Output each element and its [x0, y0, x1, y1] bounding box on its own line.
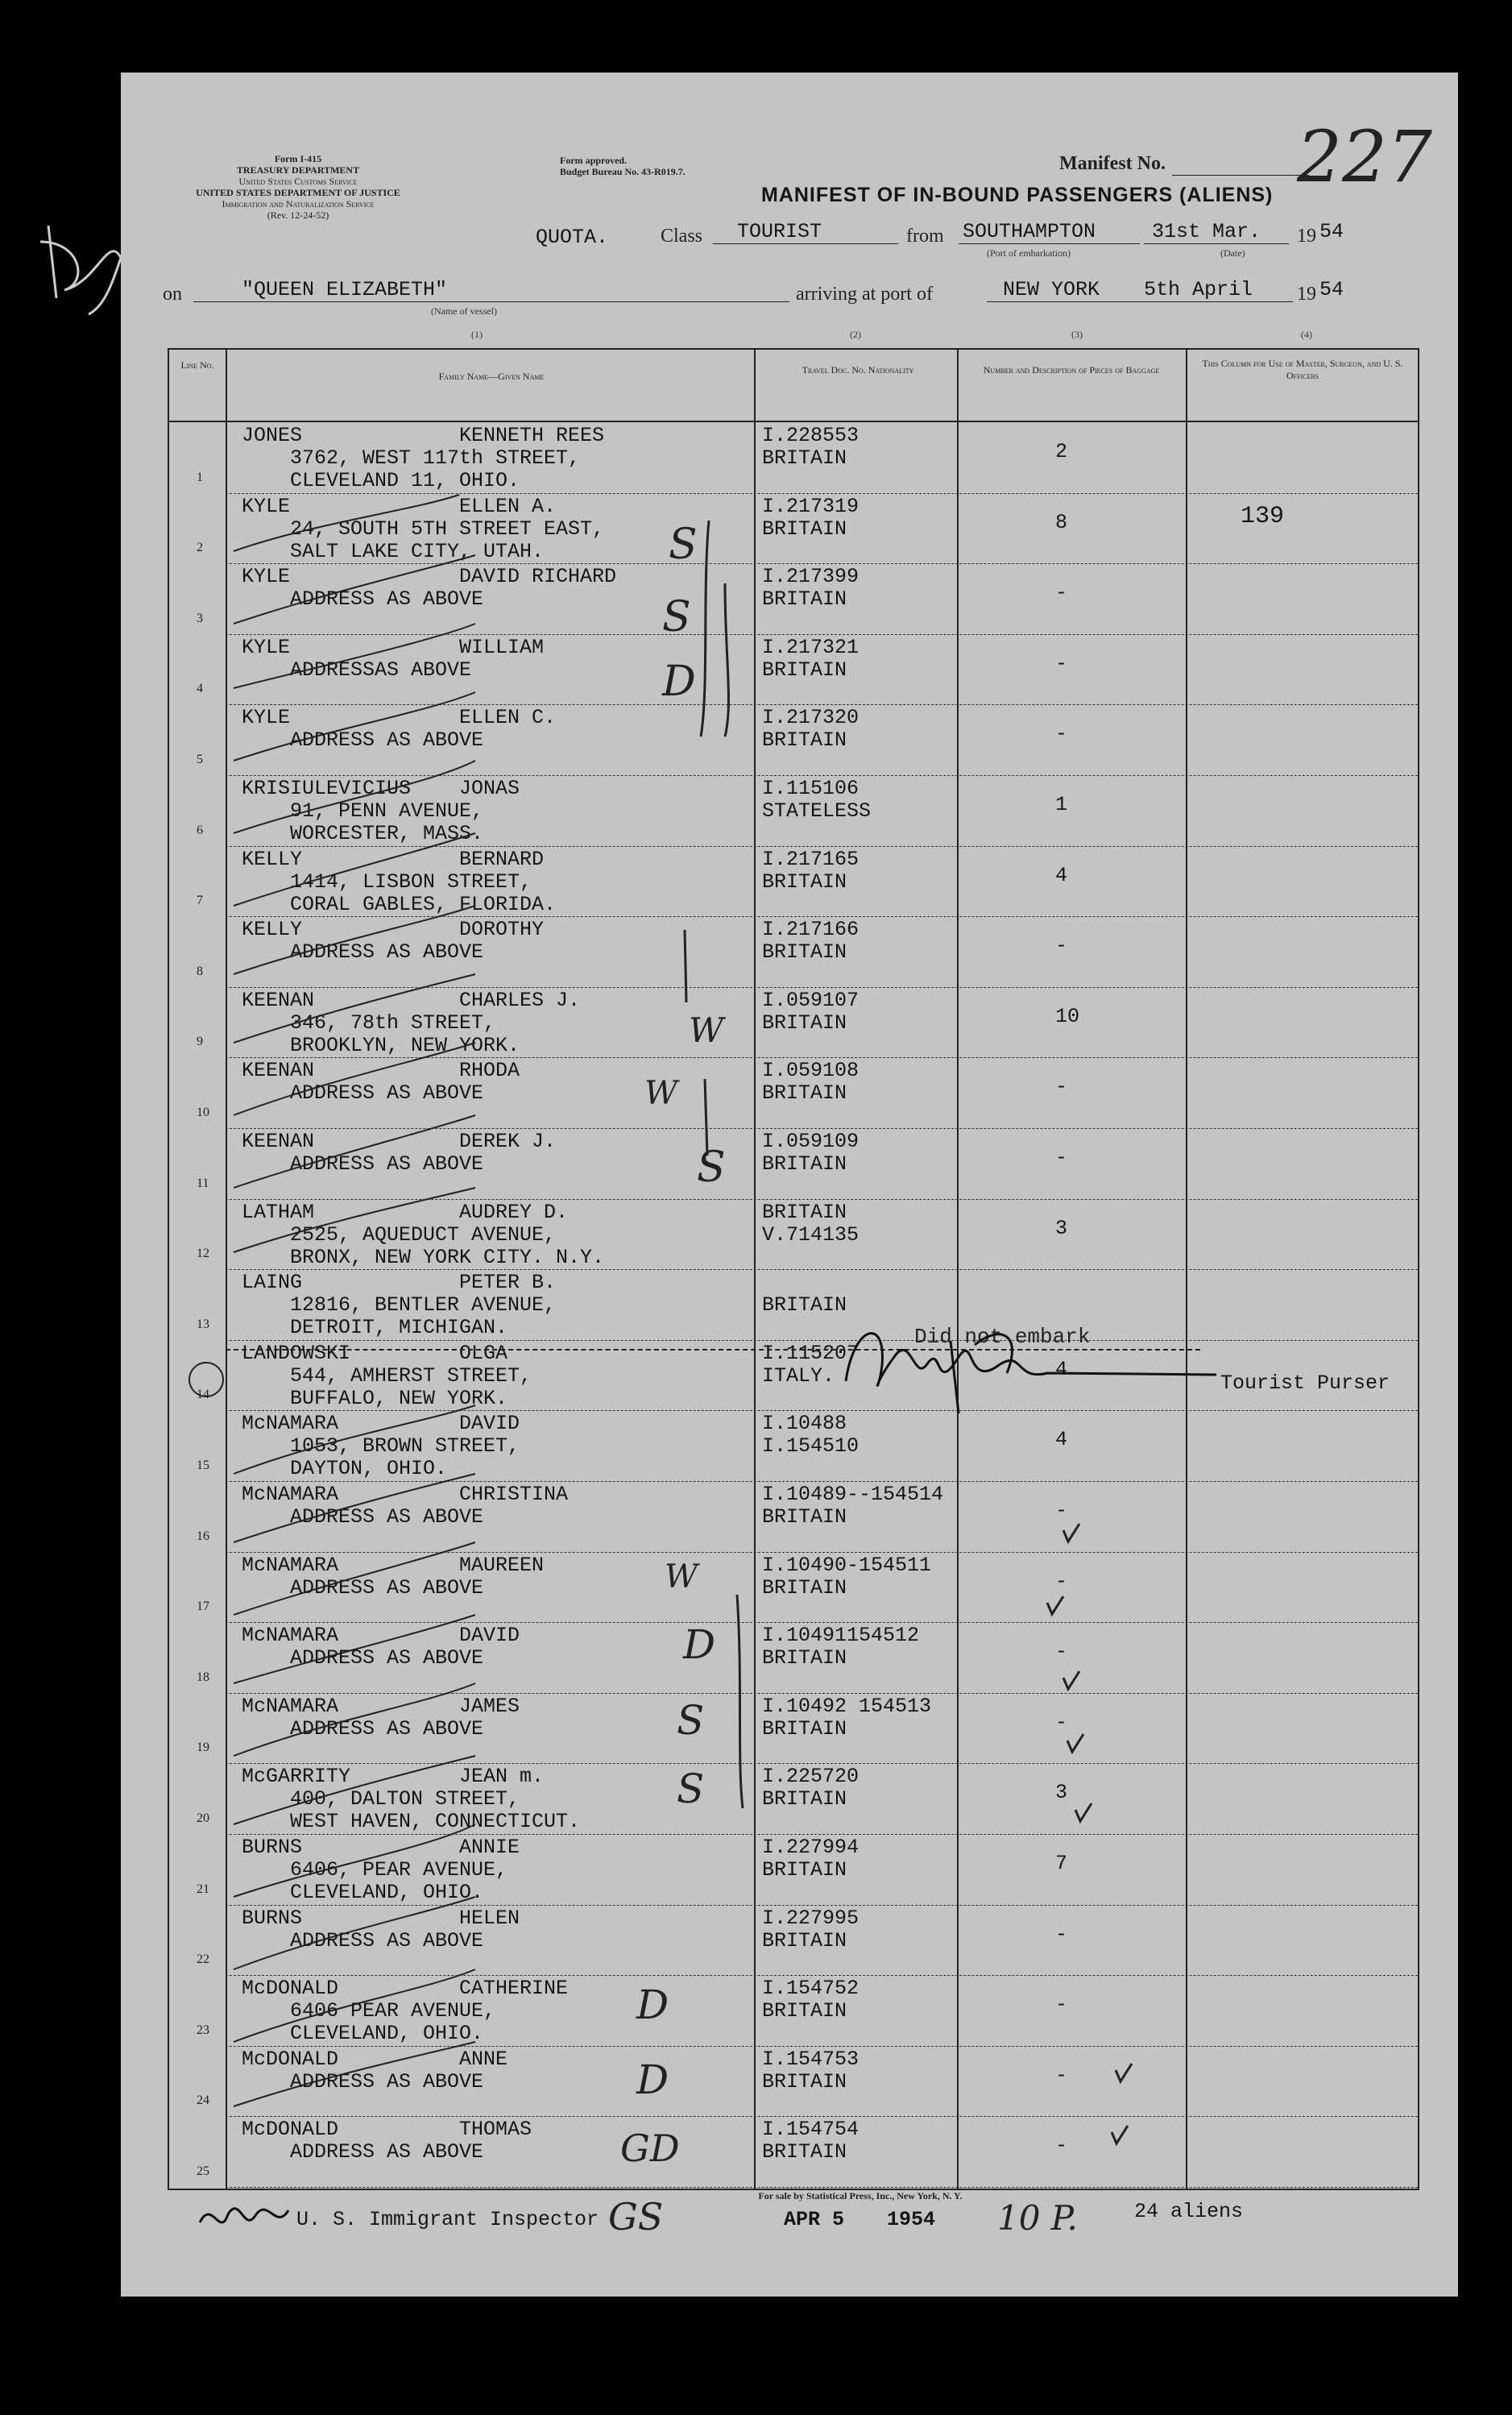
hand-mark: GS: [608, 2195, 664, 2239]
address-line-2: DETROIT, MICHIGAN.: [290, 1316, 508, 1340]
family-name: McNAMARA: [242, 1694, 339, 1718]
line-number: 8: [197, 964, 203, 978]
address-line-2: WEST HAVEN, CONNECTICUT.: [290, 1810, 581, 1834]
family-name: KYLE: [242, 635, 291, 659]
hand-mark: W: [665, 1558, 698, 1595]
family-name: KELLY: [242, 847, 303, 871]
travel-doc-number: I.217165: [762, 847, 860, 871]
nationality: BRITAIN: [762, 1152, 847, 1176]
address-line-1: ADDRESSAS ABOVE: [290, 658, 472, 682]
nationality: BRITAIN: [762, 1505, 847, 1529]
baggage-count: -: [1055, 2063, 1068, 2087]
arrival-year-prefix: 19: [1297, 284, 1316, 305]
vessel-name: "QUEEN ELIZABETH": [242, 278, 448, 301]
given-name: RHODA: [459, 1059, 520, 1083]
arriving-label: arriving at port of: [796, 284, 933, 305]
punch-hole: [90, 1636, 122, 1668]
nationality: BRITAIN: [762, 517, 847, 541]
hand-mark: D: [636, 1981, 669, 2028]
nationality: BRITAIN: [762, 1858, 847, 1882]
nationality: I.154510: [762, 1434, 860, 1459]
given-name: AUDREY D.: [459, 1200, 569, 1224]
manifest-number-field: [1059, 153, 1166, 175]
address-line-2: CLEVELAND, OHIO.: [290, 1881, 484, 1904]
baggage-count: -: [1055, 2134, 1068, 2158]
on-label: on: [163, 284, 182, 305]
given-name: DEREK J.: [459, 1130, 557, 1153]
hand-mark: S: [662, 593, 691, 641]
immigration-service: Immigration and Naturalization Service: [222, 198, 375, 210]
family-name: McGARRITY: [242, 1765, 351, 1789]
line-number: 10: [197, 1105, 209, 1119]
line-number: 7: [197, 894, 203, 908]
hand-annotations: [169, 350, 1418, 2189]
baggage-count: 2: [1055, 440, 1068, 463]
address-line-1: ADDRESS AS ABOVE: [290, 1152, 484, 1176]
travel-doc-number: I.227994: [762, 1836, 860, 1859]
did-not-embark-note: Did not embark: [914, 1325, 1091, 1349]
family-name: McDONALD: [242, 1977, 339, 2001]
address-line-1: 91, PENN AVENUE,: [290, 799, 484, 823]
customs-service: United States Customs Service: [238, 176, 358, 187]
nationality: BRITAIN: [762, 869, 847, 894]
travel-doc-number: I.217399: [762, 565, 860, 589]
date-caption: (Date): [1220, 247, 1245, 259]
travel-doc-number: I.10488: [762, 1412, 847, 1436]
address-line-1: 6406, PEAR AVENUE,: [290, 1858, 508, 1882]
travel-doc-number: I.227995: [762, 1906, 860, 1930]
address-line-1: ADDRESS AS ABOVE: [290, 1081, 484, 1106]
nationality: BRITAIN: [762, 1716, 847, 1741]
class-label: Class: [661, 226, 703, 247]
given-name: THOMAS: [459, 2118, 532, 2142]
address-line-1: ADDRESS AS ABOVE: [290, 587, 484, 612]
line-number: 25: [197, 2164, 209, 2178]
baggage-count: -: [1055, 1075, 1068, 1099]
hand-mark: S: [697, 1143, 726, 1192]
alien-count: 24 aliens: [1134, 2200, 1244, 2223]
address-line-1: 12816, BENTLER AVENUE,: [290, 1293, 557, 1317]
officer-note: 139: [1241, 502, 1285, 530]
manifest-title: MANIFEST OF IN-BOUND PASSENGERS (ALIENS): [761, 184, 1274, 206]
from-underline: [959, 243, 1140, 244]
address-line-1: ADDRESS AS ABOVE: [290, 2069, 484, 2093]
manifest-number: 227: [1297, 115, 1432, 198]
vessel-underline: [193, 301, 789, 302]
address-line-1: 24, SOUTH 5TH STREET EAST,: [290, 517, 605, 541]
family-name: KEENAN: [242, 1130, 315, 1153]
given-name: OLGA: [459, 1341, 508, 1365]
address-line-1: 400, DALTON STREET,: [290, 1787, 520, 1811]
address-line-1: 1414, LISBON STREET,: [290, 869, 532, 894]
from-label: from: [906, 226, 944, 247]
address-line-2: CLEVELAND, OHIO.: [290, 2022, 484, 2046]
nationality: BRITAIN: [762, 587, 847, 612]
given-name: ELLEN C.: [459, 706, 557, 730]
address-line-1: ADDRESS AS ABOVE: [290, 1716, 484, 1741]
stamp-year: 1954: [887, 2208, 936, 2231]
family-name: BURNS: [242, 1906, 303, 1930]
address-line-1: 346, 78th STREET,: [290, 1010, 496, 1035]
nationality: ITALY.: [762, 1363, 835, 1388]
address-line-1: 544, AMHERST STREET,: [290, 1363, 532, 1388]
line-number: 16: [197, 1529, 209, 1543]
given-name: JEAN m.: [459, 1765, 545, 1789]
address-line-2: BROOKLYN, NEW YORK.: [290, 1033, 520, 1057]
header-line-no: Line No.: [180, 359, 214, 371]
line-number: 23: [197, 2023, 209, 2037]
travel-doc-number: I.154752: [762, 1977, 860, 2001]
baggage-count: 4: [1055, 1428, 1068, 1452]
address-line-2: DAYTON, OHIO.: [290, 1457, 448, 1481]
address-line-2: BUFFALO, NEW YORK.: [290, 1386, 508, 1410]
nationality: BRITAIN: [762, 1999, 847, 2023]
line-number: 17: [197, 1600, 209, 1614]
family-name: BURNS: [242, 1836, 303, 1859]
family-name: McNAMARA: [242, 1624, 339, 1648]
line-number: 9: [197, 1035, 203, 1049]
given-name: CATHERINE: [459, 1977, 569, 2001]
baggage-count: -: [1055, 1922, 1068, 1946]
address-line-2: SALT LAKE CITY, UTAH.: [290, 539, 545, 563]
given-name: HELEN: [459, 1906, 520, 1930]
hand-mark: D: [662, 658, 696, 706]
travel-doc-number: BRITAIN: [762, 1200, 847, 1224]
header-name: Family Name—Given Name: [438, 371, 545, 382]
form-number: Form I-415: [274, 153, 322, 164]
hand-mark: D: [636, 2056, 669, 2103]
nationality: BRITAIN: [762, 446, 847, 470]
baggage-count: 3: [1055, 1216, 1068, 1240]
line-number: 18: [197, 1670, 209, 1684]
column-number-1: (1): [471, 329, 483, 340]
given-name: MAUREEN: [459, 1553, 545, 1577]
margin-initials: [32, 210, 129, 322]
hand-mark: S: [669, 521, 698, 569]
immigrant-inspector: U. S. Immigrant Inspector: [296, 2208, 599, 2231]
stamp-date: APR 5: [784, 2208, 845, 2231]
address-line-2: CLEVELAND 11, OHIO.: [290, 469, 520, 492]
hand-mark: GD: [620, 2127, 680, 2170]
budget-bureau-number: Budget Bureau No. 43-R019.7.: [560, 166, 686, 177]
family-name: McNAMARA: [242, 1483, 339, 1506]
hand-mark: S: [677, 1697, 705, 1744]
treasury-department: TREASURY DEPARTMENT: [236, 164, 360, 176]
line-number: 1: [197, 470, 203, 484]
punch-hole: [90, 757, 122, 790]
department-of-justice: UNITED STATES DEPARTMENT OF JUSTICE: [196, 187, 400, 198]
baggage-count: -: [1055, 1993, 1068, 2017]
tourist-purser-label: Tourist Purser: [1220, 1371, 1390, 1395]
hand-mark: W: [644, 1075, 678, 1112]
address-line-1: ADDRESS AS ABOVE: [290, 1928, 484, 1952]
given-name: DAVID: [459, 1624, 520, 1648]
baggage-count: 7: [1055, 1852, 1068, 1875]
column-number-3: (3): [1071, 329, 1083, 340]
year-value: 54: [1319, 220, 1344, 243]
arrival-port: NEW YORK: [1003, 278, 1100, 301]
family-name: KELLY: [242, 918, 303, 942]
punch-hole: [90, 2127, 122, 2160]
address-line-1: ADDRESS AS ABOVE: [290, 1575, 484, 1600]
given-name: DAVID RICHARD: [459, 565, 617, 589]
line-number: 3: [197, 611, 203, 625]
nationality: BRITAIN: [762, 1293, 847, 1317]
family-name: LANDOWSKI: [242, 1341, 351, 1365]
baggage-count: 1: [1055, 793, 1068, 816]
nationality: V.714135: [762, 1222, 860, 1247]
class-value: TOURIST: [737, 220, 822, 243]
travel-doc-number: I.059108: [762, 1059, 860, 1083]
given-name: DOROTHY: [459, 918, 545, 942]
date-underline: [1144, 243, 1289, 244]
class-underline: [713, 243, 898, 244]
year-prefix: 19: [1297, 226, 1316, 247]
travel-doc-number: I.059107: [762, 988, 860, 1012]
nationality: BRITAIN: [762, 1010, 847, 1035]
revision-date: (Rev. 12-24-52): [267, 210, 329, 221]
punch-hole: [90, 1724, 122, 1757]
given-name: ELLEN A.: [459, 494, 557, 518]
address-line-1: ADDRESS AS ABOVE: [290, 728, 484, 753]
manifest-number-label: Manifest No.: [1059, 153, 1166, 174]
nationality: BRITAIN: [762, 658, 847, 682]
form-header-left: [193, 153, 403, 221]
arrival-year: 54: [1319, 278, 1344, 301]
travel-doc-number: I.115207: [762, 1341, 860, 1365]
given-name: JONAS: [459, 777, 520, 800]
address-line-1: 3762, WEST 117th STREET,: [290, 446, 581, 470]
baggage-count: 4: [1055, 1357, 1068, 1381]
address-line-2: WORCESTER, MASS.: [290, 822, 484, 845]
nationality: BRITAIN: [762, 2140, 847, 2164]
manifest-number-underline: [1172, 175, 1309, 176]
family-name: LAING: [242, 1271, 303, 1295]
address-line-1: ADDRESS AS ABOVE: [290, 1646, 484, 1670]
line-number: 4: [197, 682, 203, 696]
port-of-embarkation: SOUTHAMPTON: [963, 220, 1096, 243]
column-number-4: (4): [1301, 329, 1312, 340]
family-name: McDONALD: [242, 2118, 339, 2142]
nationality: BRITAIN: [762, 1646, 847, 1670]
baggage-count: 10: [1055, 1004, 1080, 1028]
baggage-count: -: [1055, 1499, 1068, 1522]
baggage-count: 4: [1055, 863, 1068, 887]
family-name: LATHAM: [242, 1200, 315, 1224]
line-number: 14: [197, 1388, 209, 1402]
baggage-count: -: [1055, 1146, 1068, 1169]
given-name: ANNE: [459, 2047, 508, 2071]
nationality: BRITAIN: [762, 1081, 847, 1106]
nationality: BRITAIN: [762, 1787, 847, 1811]
baggage-count: -: [1055, 1640, 1068, 1664]
travel-doc-number: I.059109: [762, 1130, 860, 1153]
nationality: BRITAIN: [762, 728, 847, 753]
given-name: PETER B.: [459, 1271, 557, 1295]
line-number: 19: [197, 1741, 209, 1755]
baggage-count: 8: [1055, 510, 1068, 534]
nationality: BRITAIN: [762, 940, 847, 965]
address-line-1: ADDRESS AS ABOVE: [290, 2140, 484, 2164]
baggage-count: -: [1055, 934, 1068, 958]
family-name: KYLE: [242, 706, 291, 730]
baggage-count: -: [1055, 1569, 1068, 1593]
line-number: 2: [197, 541, 203, 555]
manifest-page: [121, 73, 1458, 2297]
travel-doc-number: I.154754: [762, 2118, 860, 2142]
given-name: DAVID: [459, 1412, 520, 1436]
travel-doc-number: I.10490-154511: [762, 1553, 932, 1577]
family-name: KYLE: [242, 565, 291, 589]
arrival-underline: [987, 301, 1293, 302]
baggage-count: -: [1055, 581, 1068, 605]
line-number: 5: [197, 752, 203, 766]
hand-mark: S: [677, 1766, 705, 1812]
port-caption: (Port of embarkation): [987, 247, 1071, 259]
punch-hole: [90, 669, 122, 701]
vessel-caption: (Name of vessel): [431, 305, 497, 317]
approval-text: Form approved.: [560, 155, 628, 166]
address-line-1: 1053, BROWN STREET,: [290, 1434, 520, 1459]
family-name: McNAMARA: [242, 1412, 339, 1436]
nationality: STATELESS: [762, 799, 872, 823]
address-line-2: BRONX, NEW YORK CITY. N.Y.: [290, 1245, 605, 1269]
family-name: JONES: [242, 424, 303, 447]
header-baggage: Number and Description of Pieces of Baggage: [983, 364, 1160, 376]
nationality: BRITAIN: [762, 1928, 847, 1952]
baggage-count: -: [1055, 722, 1068, 746]
address-line-1: 6406 PEAR AVENUE,: [290, 1999, 496, 2023]
travel-doc-number: I.154753: [762, 2047, 860, 2071]
line-number: 20: [197, 1811, 209, 1825]
header-travel-doc: Travel Doc. No. Nationality: [802, 364, 914, 376]
travel-doc-number: I.225720: [762, 1765, 860, 1789]
given-name: CHRISTINA: [459, 1483, 569, 1506]
line-number: 6: [197, 823, 203, 837]
line-number: 11: [197, 1176, 209, 1190]
punch-hole: [90, 1950, 122, 1982]
header-officers: This Column for Use of Master, Surgeon, and U. S. Officers: [1202, 358, 1403, 381]
travel-doc-number: I.217321: [762, 635, 860, 659]
given-name: JAMES: [459, 1694, 520, 1718]
quota-stamp: QUOTA.: [536, 226, 609, 249]
line-number: 15: [197, 1458, 209, 1472]
hand-mark: W: [689, 1010, 724, 1050]
sale-note: For sale by Statistical Press, Inc., New York, N. Y.: [758, 2190, 963, 2201]
hand-mark: D: [683, 1621, 716, 1668]
travel-doc-number: I.217166: [762, 918, 860, 942]
address-line-1: ADDRESS AS ABOVE: [290, 940, 484, 965]
hand-note: 10 P.: [997, 2198, 1078, 2238]
line-number: 24: [197, 2093, 209, 2108]
given-name: BERNARD: [459, 847, 545, 871]
line-number: 22: [197, 1952, 209, 1967]
travel-doc-number: I.10491154512: [762, 1624, 920, 1648]
travel-doc-number: I.217319: [762, 494, 860, 518]
arrival-date: 5th April: [1144, 278, 1253, 301]
inspector-initials: [196, 2190, 292, 2247]
baggage-count: -: [1055, 1710, 1068, 1734]
address-line-2: CORAL GABLES, FLORIDA.: [290, 892, 557, 916]
given-name: WILLIAM: [459, 635, 545, 659]
embarkation-date: 31st Mar.: [1152, 220, 1261, 243]
family-name: McDONALD: [242, 2047, 339, 2071]
family-name: KRISIULEVICIUS: [242, 777, 412, 800]
form-approval: [560, 155, 686, 177]
family-name: McNAMARA: [242, 1553, 339, 1577]
column-number-2: (2): [850, 329, 861, 340]
line-number: 13: [197, 1317, 209, 1331]
nationality: BRITAIN: [762, 2069, 847, 2093]
family-name: KYLE: [242, 494, 291, 518]
given-name: CHARLES J.: [459, 988, 581, 1012]
address-line-1: 2525, AQUEDUCT AVENUE,: [290, 1222, 557, 1247]
travel-doc-number: I.10489--154514: [762, 1483, 944, 1506]
baggage-count: 3: [1055, 1781, 1068, 1805]
travel-doc-number: I.115106: [762, 777, 860, 800]
baggage-count: -: [1055, 651, 1068, 675]
nationality: BRITAIN: [762, 1575, 847, 1600]
given-name: KENNETH REES: [459, 424, 605, 447]
travel-doc-number: I.217320: [762, 706, 860, 730]
family-name: KEENAN: [242, 988, 315, 1012]
address-line-1: ADDRESS AS ABOVE: [290, 1505, 484, 1529]
travel-doc-number: I.228553: [762, 424, 860, 447]
travel-doc-number: I.10492 154513: [762, 1694, 932, 1718]
given-name: ANNIE: [459, 1836, 520, 1859]
family-name: KEENAN: [242, 1059, 315, 1083]
line-number: 12: [197, 1247, 209, 1261]
line-number: 21: [197, 1882, 209, 1896]
